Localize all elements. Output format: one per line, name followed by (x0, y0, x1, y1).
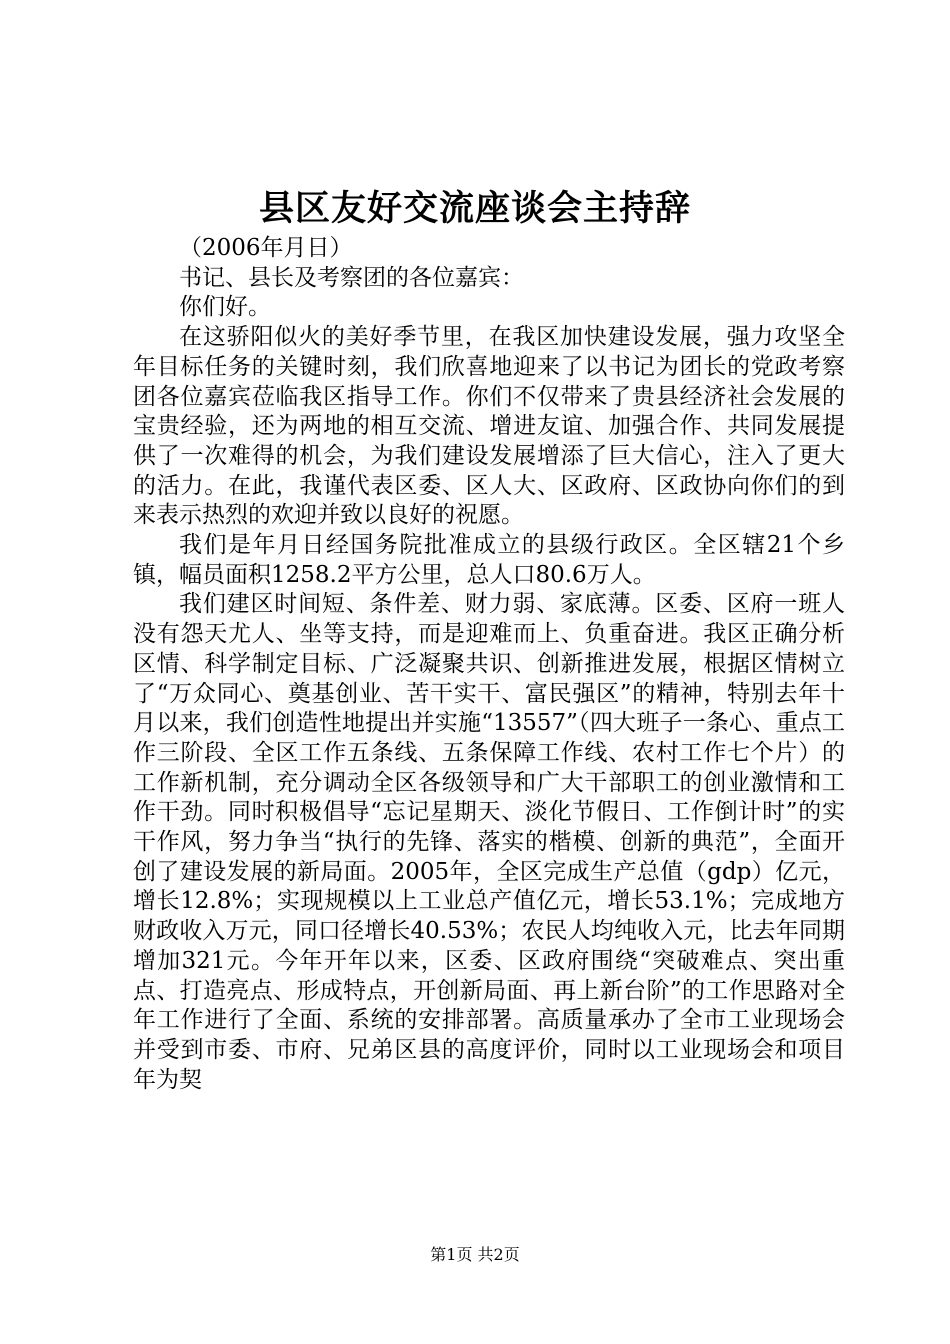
greeting: 你们好。 (179, 294, 271, 321)
document-body (133, 234, 845, 1095)
salutation: 书记、县长及考察团的各位嘉宾： (179, 264, 524, 291)
document-title: 县区友好交流座谈会主持辞 (258, 188, 691, 229)
paragraph-overview: 我们是年月日经国务院批准成立的县级行政区。全区辖21个乡镇，幅员面积1258.2平方公里，总人口80.6万人。 (133, 532, 845, 588)
paragraph-welcome: 在这骄阳似火的美好季节里，在我区加快建设发展，强力攻坚全年目标任务的关键时刻，我们欣喜地迎来了以书记为团长的党政考察团各位嘉宾莅临我区指导工作。你们不仅带来了贵县经济社会发展的宝贵经验，还为两地的相互交流、增进友谊、加强合作、共同发展提供了一次难得的机会，为我们建设发展增添了巨大信心，注入了更大的活力。在此，我谨代表区委、区人大、区政府、区政协向你们的到来表示热烈的欢迎并致以良好的祝愿。 (133, 324, 845, 529)
date-line: （2006年月日） (179, 235, 353, 261)
page-footer: 第1页 共2页 (430, 1245, 520, 1264)
paragraph-development: 我们建区时间短、条件差、财力弱、家底薄。区委、区府一班人没有怨天尤人、坐等支持，而是迎难而上、负重奋进。我区正确分析区情、科学制定目标、广泛凝聚共识、创新推进发展，根据区情树立了“万众同心、奠基创业、苦干实干、富民强区”的精神，特别去年十月以来，我们创造性地提出并实施“13557”（四大班子一条心、重点工作三阶段、全区工作五条线、五条保障工作线、农村工作七个片）的工作新机制，充分调动全区各级领导和广大干部职工的创业激情和工作干劲。同时积极倡导“忘记星期天、淡化节假日、工作倒计时”的实干作风，努力争当“执行的先锋、落实的楷模、创新的典范”，全面开创了建设发展的新局面。2005年，全区完成生产总值（gdp）亿元，增长12.8%；实现规模以上工业总产值亿元，增长53.1%；完成地方财政收入万元，同口径增长40.53%；农民人均纯收入元，比去年同期增加321元。今年开年以来，区委、区政府围绕“突破难点、突出重点、打造亮点、形成特点，开创新局面、再上新台阶”的工作思路对全年工作进行了全面、系统的安排部署。高质量承办了全市工业现场会并受到市委、市府、兄弟区县的高度评价，同时以工业现场会和项目年为契 (133, 591, 845, 1093)
